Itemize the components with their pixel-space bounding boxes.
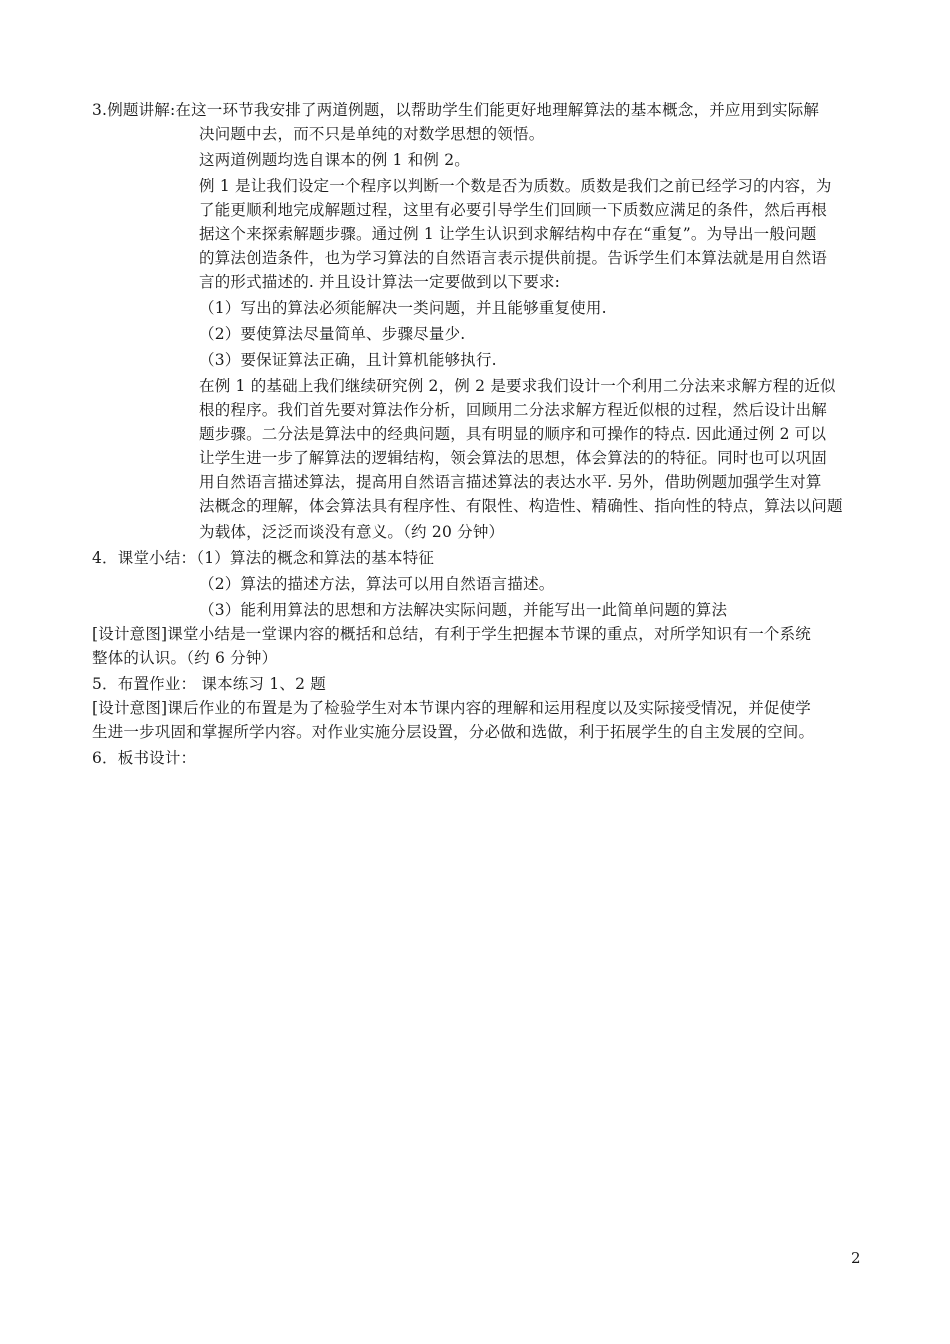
list-item: （1）写出的算法必须能解决一类问题，并且能够重复使用. (199, 299, 607, 317)
text-line: 3.例题讲解:在这一环节我安排了两道例题，以帮助学生们能更好地理解算法的基本概念，并应用到实际解 (92, 101, 820, 119)
section-heading: 6．板书设计： (92, 749, 197, 767)
text-line: [设计意图]课后作业的布置是为了检验学生对本节课内容的理解和运用程度以及实际接受情况，并促使学 (92, 699, 811, 717)
text-line: [设计意图]课堂小结是一堂课内容的概括和总结，有利于学生把握本节课的重点，对所学知识有一个系统 (92, 625, 811, 643)
page-number: 2 (851, 1249, 861, 1267)
text-line: 根的程序。我们首先要对算法作分析，回顾用二分法求解方程近似根的过程，然后设计出解 (199, 401, 828, 419)
text-line: 的算法创造条件，也为学习算法的自然语言表示提供前提。告诉学生们本算法就是用自然语 (199, 249, 828, 267)
text-line: 了能更顺利地完成解题过程，这里有必要引导学生们回顾一下质数应满足的条件，然后再根 (199, 201, 828, 219)
section-heading: 4．课堂小结：（1）算法的概念和算法的基本特征 (92, 549, 435, 567)
text-line: 用自然语言描述算法，提高用自然语言描述算法的表达水平. 另外，借助例题加强学生对算 (199, 473, 822, 491)
text-line: 整体的认识。（约 6 分钟） (92, 649, 278, 667)
list-item: （3）能利用算法的思想和方法解决实际问题，并能写出一此简单问题的算法 (199, 601, 728, 619)
text-line: 法概念的理解，体会算法具有程序性、有限性、构造性、精确性、指向性的特点，算法以问题 (199, 497, 843, 515)
text-line: 这两道例题均选自课本的例 1 和例 2。 (199, 151, 471, 169)
text-line: 题步骤。二分法是算法中的经典问题，具有明显的顺序和可操作的特点. 因此通过例 2 可以 (199, 425, 827, 443)
text-line: 在例 1 的基础上我们继续研究例 2，例 2 是要求我们设计一个利用二分法来求解方程的近似 (199, 377, 836, 395)
list-item: （2）要使算法尽量简单、步骤尽量少. (199, 325, 466, 343)
text-line: 为载体，泛泛而谈没有意义。（约 20 分钟） (199, 523, 505, 541)
text-line: 让学生进一步了解算法的逻辑结构，领会算法的思想，体会算法的的特征。同时也可以巩固 (199, 449, 828, 467)
text-line: 言的形式描述的. 并且设计算法一定要做到以下要求: (199, 273, 561, 291)
section-heading: 5．布置作业： 课本练习 1、2 题 (92, 675, 326, 693)
text-line: 据这个来探索解题步骤。通过例 1 让学生认识到求解结构中存在“重复”。为导出一般问题 (199, 225, 817, 243)
text-line: 决问题中去，而不只是单纯的对数学思想的领悟。 (199, 125, 545, 143)
list-item: （3）要保证算法正确，且计算机能够执行. (199, 351, 497, 369)
text-line: 例 1 是让我们设定一个程序以判断一个数是否为质数。质数是我们之前已经学习的内容，为 (199, 177, 832, 195)
list-item: （2）算法的描述方法，算法可以用自然语言描述。 (199, 575, 555, 593)
text-line: 生进一步巩固和掌握所学内容。对作业实施分层设置，分必做和选做，利于拓展学生的自主发展的空间。 (92, 723, 815, 741)
